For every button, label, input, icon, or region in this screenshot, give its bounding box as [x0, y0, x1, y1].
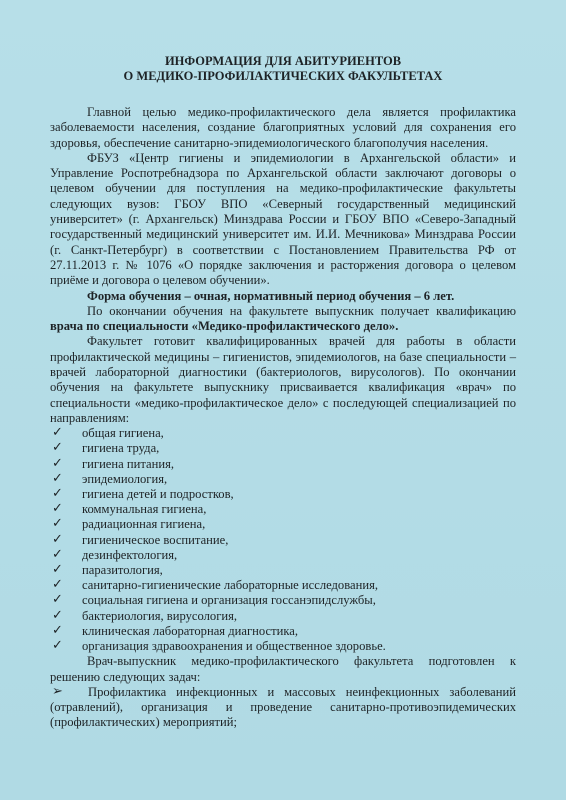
specialization-label: радиационная гигиена, — [82, 517, 206, 532]
checkmark-icon: ✓ — [52, 501, 63, 517]
specialization-item — [50, 472, 516, 487]
paragraph-tasks-intro: Врач-выпускник медико-профилактического факультета подготовлен к решению следующих задач: — [50, 654, 516, 684]
qualification-bold: врача по специальности «Медико-профилактического дело». — [50, 319, 399, 334]
specialization-label: бактериология, вирусология, — [82, 608, 238, 623]
specialization-item — [50, 517, 516, 532]
specialization-label: организация здравоохранения и общественное здоровье. — [82, 639, 386, 654]
specialization-label: гигиеническое воспитание, — [82, 532, 229, 547]
title-line-2: О МЕДИКО-ПРОФИЛАКТИЧЕСКИХ ФАКУЛЬТЕТАХ — [123, 69, 443, 83]
specialization-label: гигиена детей и подростков, — [82, 487, 234, 502]
checkmark-icon: ✓ — [52, 546, 63, 562]
checkmark-icon: ✓ — [52, 592, 63, 608]
specialization-item — [50, 578, 516, 593]
specialization-item — [50, 457, 516, 472]
checkmark-icon: ✓ — [52, 455, 63, 471]
task-item — [50, 685, 516, 731]
specialization-item — [50, 502, 516, 517]
paragraph-study-form — [50, 289, 516, 304]
checkmark-icon: ✓ — [52, 425, 63, 441]
specialization-label: эпидемиология, — [82, 471, 168, 486]
checkmark-icon: ✓ — [52, 562, 63, 578]
arrow-bullet-icon: ➢ — [52, 683, 63, 699]
specialization-item — [50, 487, 516, 502]
study-form-bold: Форма обучения – очная, нормативный период обучения – 6 лет. — [87, 288, 455, 303]
checkmark-icon: ✓ — [52, 486, 63, 502]
specialization-list — [50, 426, 516, 654]
specialization-label: общая гигиена, — [82, 426, 164, 441]
title-line-1: ИНФОРМАЦИЯ ДЛЯ АБИТУРИЕНТОВ — [164, 54, 402, 68]
specialization-item — [50, 639, 516, 654]
specialization-item — [50, 548, 516, 563]
paragraph-contracts: ФБУЗ «Центр гигиены и эпидемиологии в Архангельской области» и Управление Роспотребнадзора по Архангельской области заключают договоры о целевом обучении для поступления на медико-профилактические факультеты следующих вузов: ГБОУ ВПО «Северный государственный медицинский университет» (г. Архангельск) Минздрава России и ГБОУ ВПО «Северо-Западный государственный медицинский университет им. И.И. Мечникова» Минздрава России (г. Санкт-Петербург) в соответствии с Постановлением Правительства РФ от 27.11.2013 г. № 1076 «О порядке заключения и расторжения договора о целевом приёме и договора о целевом обучении». — [50, 150, 516, 288]
specialization-label: клиническая лабораторная диагностика, — [82, 623, 298, 638]
checkmark-icon: ✓ — [52, 470, 63, 486]
checkmark-icon: ✓ — [52, 638, 63, 654]
specialization-label: коммунальная гигиена, — [82, 502, 207, 517]
specialization-item — [50, 593, 516, 608]
specialization-label: гигиена питания, — [82, 456, 175, 471]
qualification-text: По окончании обучения на факультете выпускник получает квалификацию — [87, 303, 516, 318]
specialization-item — [50, 624, 516, 639]
checkmark-icon: ✓ — [52, 577, 63, 593]
checkmark-icon: ✓ — [52, 516, 63, 532]
paragraph-goal: Главной целью медико-профилактического дела является профилактика заболеваемости населения, создание благоприятных условий для сохранения его здоровья, обеспечение санитарно-эпидемиологического благополучия населения. — [50, 105, 516, 150]
document-title — [50, 54, 516, 84]
specialization-item — [50, 441, 516, 456]
specialization-item — [50, 609, 516, 624]
paragraph-qualification — [50, 304, 516, 335]
checkmark-icon: ✓ — [52, 531, 63, 547]
checkmark-icon: ✓ — [52, 440, 63, 456]
specialization-item — [50, 533, 516, 548]
specialization-label: гигиена труда, — [82, 441, 160, 456]
checkmark-icon: ✓ — [52, 622, 63, 638]
specialization-item — [50, 426, 516, 441]
specialization-label: санитарно-гигиенические лабораторные исследования, — [82, 578, 379, 593]
specialization-item — [50, 563, 516, 578]
specialization-label: социальная гигиена и организация госсанэпидслужбы, — [82, 593, 376, 608]
paragraph-faculty: Факультет готовит квалифицированных врачей для работы в области профилактической медицины – гигиенистов, эпидемиологов, на базе специальности – врачей лабораторной диагностики (бактериологов, вирусологов). По окончании обучения на факультете выпускнику присваивается квалификация «врач» по специальности «медико-профилактическое дело» с последующей специализацией по направлениям: — [50, 334, 516, 425]
specialization-label: дезинфектология, — [82, 547, 178, 562]
checkmark-icon: ✓ — [52, 607, 63, 623]
task-text: Профилактика инфекционных и массовых неинфекционных заболеваний (отравлений), организация и проведение санитарно-противоэпидемических (профилактических) мероприятий; — [50, 684, 516, 730]
specialization-label: паразитология, — [82, 563, 163, 578]
